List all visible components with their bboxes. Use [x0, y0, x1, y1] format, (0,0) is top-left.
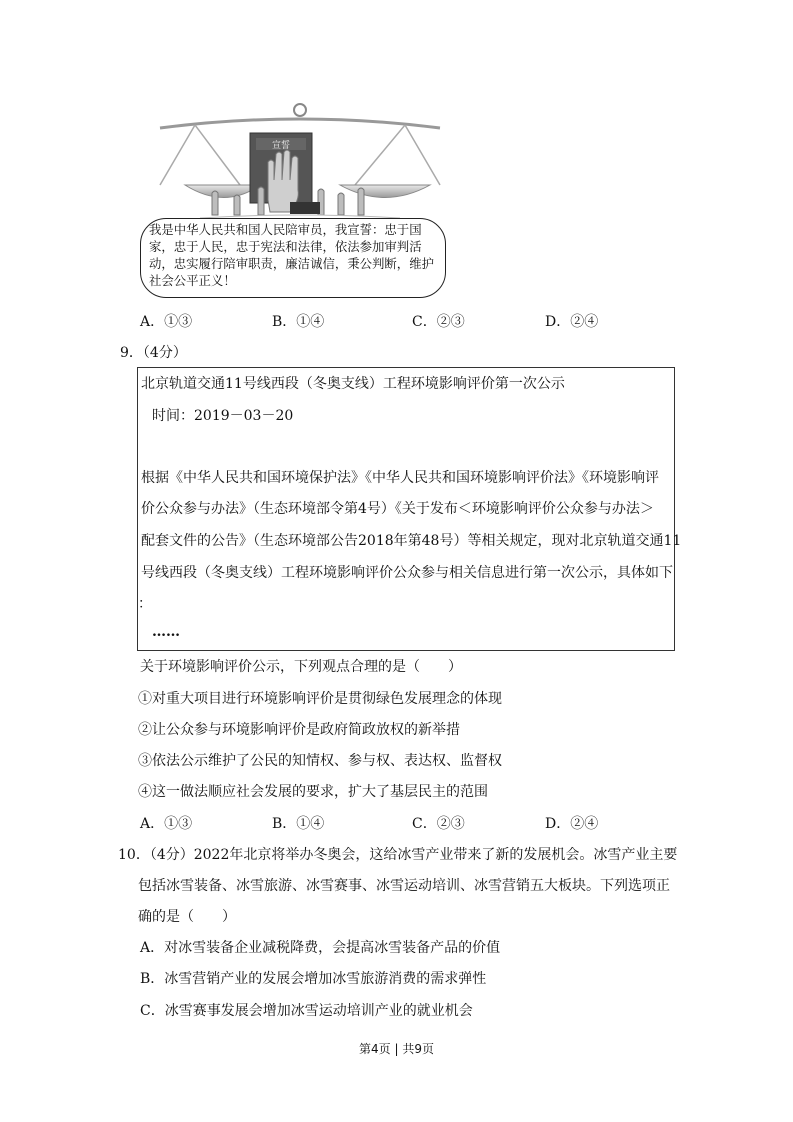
q9-option-b: B．①④: [272, 816, 325, 832]
notice-ellipsis: ……: [152, 624, 180, 640]
q9-statement: ②让公众参与环境影响评价是政府简政放权的新举措: [138, 722, 460, 738]
oath-line: 社会公平正义！: [149, 273, 236, 288]
q10-stem-line: 包括冰雪装备、冰雪旅游、冰雪赛事、冰雪运动培训、冰雪营销五大板块。下列选项正: [138, 878, 670, 894]
q9-statement: ④这一做法顺应社会发展的要求，扩大了基层民主的范围: [138, 784, 488, 800]
q9-stem: 关于环境影响评价公示，下列观点合理的是（ ）: [140, 659, 462, 675]
oath-line: 我是中华人民共和国人民陪审员，我宣誓：忠于国: [149, 222, 422, 237]
q9-option-c: C．②③: [412, 816, 465, 832]
page-footer: 第4页 | 共9页: [359, 1042, 434, 1056]
q8-option-b: B．①④: [272, 314, 325, 330]
q8-option-a: A．①③: [140, 314, 193, 330]
q8-option-d: D．②④: [545, 314, 599, 330]
q9-option-a: A．①③: [140, 816, 193, 832]
oath-line: 动，忠实履行陪审职责，廉洁诚信，秉公判断，维护: [149, 256, 434, 271]
q10-stem-line: 10．（4分）2022年北京将举办冬奥会，这给冰雪产业带来了新的发展机会。冰雪产业主要: [118, 847, 678, 863]
notice-time: 时间：2019－03－20: [152, 408, 294, 424]
notice-body-line: 价公众参与办法》（生态环境部令第4号）《关于发布＜环境影响评价公众参与办法＞: [141, 501, 654, 517]
q10-option-b: B．冰雪营销产业的发展会增加冰雪旅游消费的需求弹性: [140, 971, 487, 987]
placard-label: 宣誓: [271, 141, 291, 151]
oath-speech-bubble: [140, 218, 446, 298]
notice-body-line: 配套文件的公告》（生态环境部公告2018年第48号）等相关规定，现对北京轨道交通11: [141, 533, 682, 549]
oath-line: 家，忠于人民，忠于宪法和法律，依法参加审判活: [149, 239, 422, 254]
q9-statement: ①对重大项目进行环境影响评价是贯彻绿色发展理念的体现: [138, 691, 502, 707]
notice-body-line: 号线西段（冬奥支线）工程环境影响评价公众参与相关信息进行第一次公示，具体如下: [141, 565, 673, 581]
q10-option-c: C．冰雪赛事发展会增加冰雪运动培训产业的就业机会: [140, 1003, 473, 1019]
q10-stem-line: 确的是（ ）: [138, 909, 236, 925]
notice-body-line: 根据《中华人民共和国环境保护法》《中华人民共和国环境影响评价法》《环境影响评: [141, 470, 659, 486]
notice-body-line: ：: [138, 596, 152, 612]
q9-statement: ③依法公示维护了公民的知情权、参与权、表达权、监督权: [138, 753, 502, 769]
q9-option-d: D．②④: [545, 816, 599, 832]
notice-title: 北京轨道交通11号线西段（冬奥支线）工程环境影响评价第一次公示: [141, 376, 565, 392]
q9-number: 9．（4分）: [120, 345, 187, 361]
q8-option-c: C．②③: [412, 314, 465, 330]
q10-option-a: A．对冰雪装备企业减税降费，会提高冰雪装备产品的价值: [140, 940, 501, 956]
